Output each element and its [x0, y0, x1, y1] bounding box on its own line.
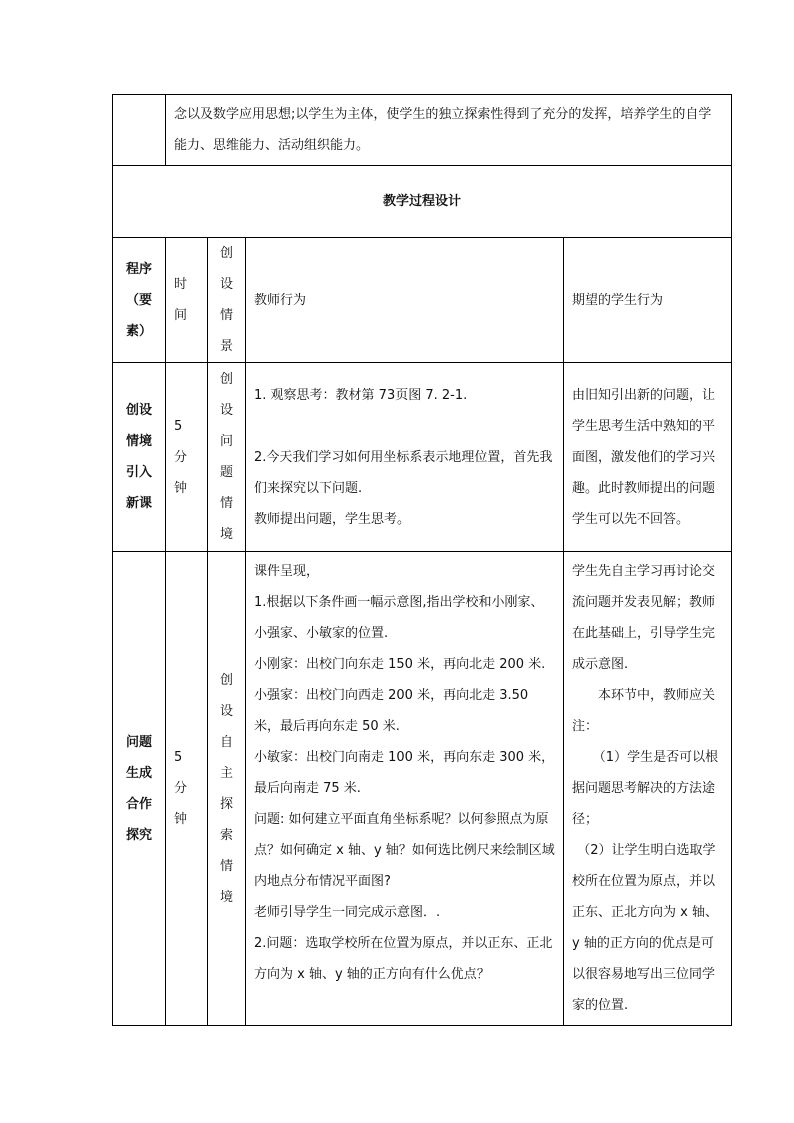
header-program-label: 程序（要素）: [125, 261, 152, 339]
header-student: 期望的学生行为: [564, 238, 732, 363]
row2-time: 5 分钟: [166, 552, 208, 1026]
row2-program-label: 问题生成合作探究: [125, 734, 152, 843]
row1-student-text: 由旧知引出新的问题，让学生思考生活中熟知的平面图，激发他们的学习兴趣。此时教师提出的问题学生可以先不回答。: [572, 387, 716, 527]
row2-student-line-3: （1）学生是否可以根据问题思考解决的方法途径；: [572, 750, 719, 827]
row1-teacher-line-2: [254, 411, 555, 442]
row2-teacher-line-2: 1.根据以下条件画一幅示意图,指出学校和小刚家、小强家、小敏家的位置.: [254, 595, 544, 641]
row2-teacher-line-7: 老师引导学生一同完成示意图．.: [254, 905, 441, 920]
intro-blank-cell: [113, 95, 166, 166]
table-header-row: [113, 238, 732, 363]
lesson-plan-table: [112, 94, 732, 1026]
row1-program: [113, 363, 166, 552]
table-row: [113, 363, 732, 552]
header-scenario-label: 创设情景: [220, 246, 234, 354]
header-teacher: 教师行为: [246, 238, 564, 363]
row1-time: 5 分钟: [166, 363, 208, 552]
table-row: [113, 552, 732, 1026]
section-title-row: [113, 166, 732, 238]
row1-program-label: 创设情境引入新课: [125, 403, 152, 511]
row2-student-line-4: （2）让学生明白选取学校所在位置为原点，并以正东、正北方向为 x 轴、y 轴的正方向的优点是可以很容易地写出三位同学家的位置.: [572, 843, 718, 1013]
header-program: [113, 238, 166, 363]
section-title: 教学过程设计: [113, 166, 732, 238]
row2-teacher-line-3: 小刚家：出校门向东走 150 米，再向北走 200 米.: [254, 657, 546, 672]
row1-scenario-label: 创设问题情境: [220, 372, 234, 542]
row2-scenario-label: 创设自主探索情境: [220, 672, 234, 905]
row2-student: [564, 552, 732, 1026]
row2-teacher-line-5: 小敏家：出校门向南走 100 米，再向东走 300 米，最后向南走 75 米.: [254, 750, 555, 796]
row1-teacher-line-1: 1. 观察思考：教材第 73页图 7. 2-1.: [254, 387, 468, 403]
row2-program: [113, 552, 166, 1026]
row2-teacher-line-1: 课件呈现，: [254, 564, 320, 579]
header-scenario: [208, 238, 246, 363]
row1-scenario: [208, 363, 246, 552]
row2-teacher: [246, 552, 564, 1026]
intro-text: 念以及数学应用思想;以学生为主体，使学生的独立探索性得到了充分的发挥，培养学生的自学能力、思维能力、活动组织能力。: [166, 95, 732, 166]
row1-student: [564, 363, 732, 552]
row2-student-line-2: 本环节中，教师应关注：: [572, 688, 716, 734]
row1-teacher-line-4: 教师提出问题，学生思考。: [254, 511, 411, 527]
row2-scenario: [208, 552, 246, 1026]
row2-teacher-line-4: 小强家：出校门向西走 200 米，再向北走 3.50 米，最后再向东走 50 米.: [254, 688, 529, 734]
row2-student-line-1: 学生先自主学习再讨论交流问题并发表见解；教师在此基础上，引导学生完成示意图.: [572, 564, 716, 672]
row2-teacher-line-6: 问题: 如何建立平面直角坐标系呢？以何参照点为原点？如何确定 x 轴、y 轴？如何选比例尺来绘制区域内地点分布情况平面图?: [254, 812, 555, 889]
row1-teacher: [246, 363, 564, 552]
intro-row: [113, 95, 732, 166]
row1-teacher-line-3: 2.今天我们学习如何用坐标系表示地理位置，首先我们来探究以下问题.: [254, 449, 553, 496]
header-time: 时间: [166, 238, 208, 363]
row2-teacher-line-8: 2.问题：选取学校所在位置为原点，并以正东、正北方向为 x 轴、y 轴的正方向有什么优点？: [254, 936, 553, 982]
